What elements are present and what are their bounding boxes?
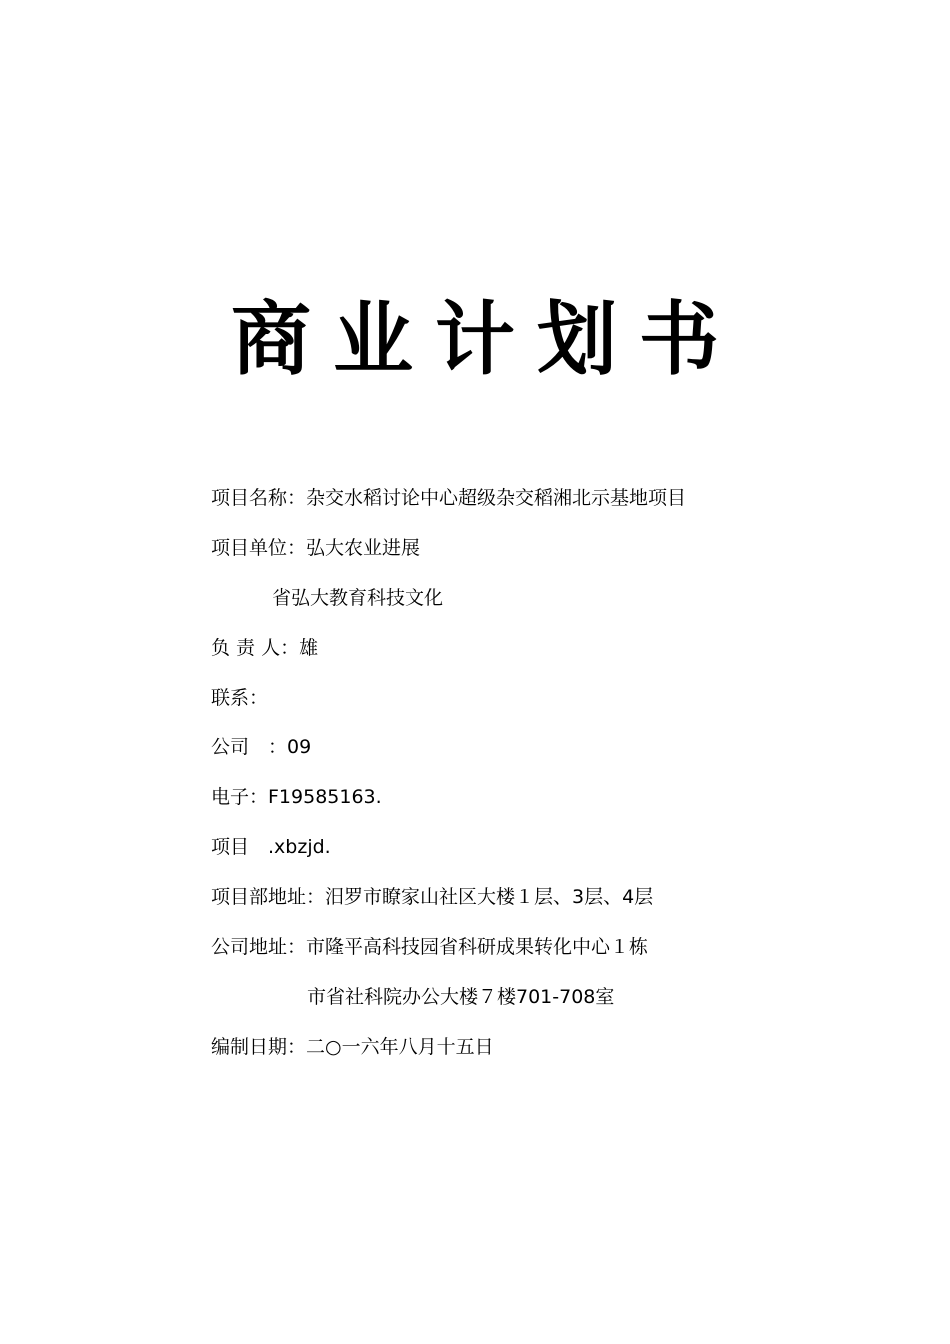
project-name-field: 项目名称：杂交水稻讨论中心超级杂交稻湘北示基地项目 [211,487,687,509]
project-unit-continuation: 省弘大教育科技文化 [272,587,444,609]
compile-date-field: 编制日期：二○一六年八月十五日 [211,1036,494,1058]
project-unit-field: 项目单位：弘大农业进展 [211,537,421,559]
person-in-charge-field: 负 责 人：雄 [211,637,319,659]
project-web-field: 项目 .xbzjd. [211,836,331,858]
company-address-continuation: 市省社科院办公大楼７楼701-708室 [307,986,615,1008]
page-title: 商业计划书 [231,293,741,386]
project-address-field: 项目部地址：汨罗市瞭家山社区大楼１层、3层、4层 [211,886,654,908]
company-address-field: 公司地址：市隆平高科技园省科研成果转化中心１栋 [211,936,649,958]
company-phone-field: 公司 ：09 [211,736,312,758]
contact-field: 联系： [211,687,269,709]
email-field: 电子：F19585163. [211,786,382,808]
